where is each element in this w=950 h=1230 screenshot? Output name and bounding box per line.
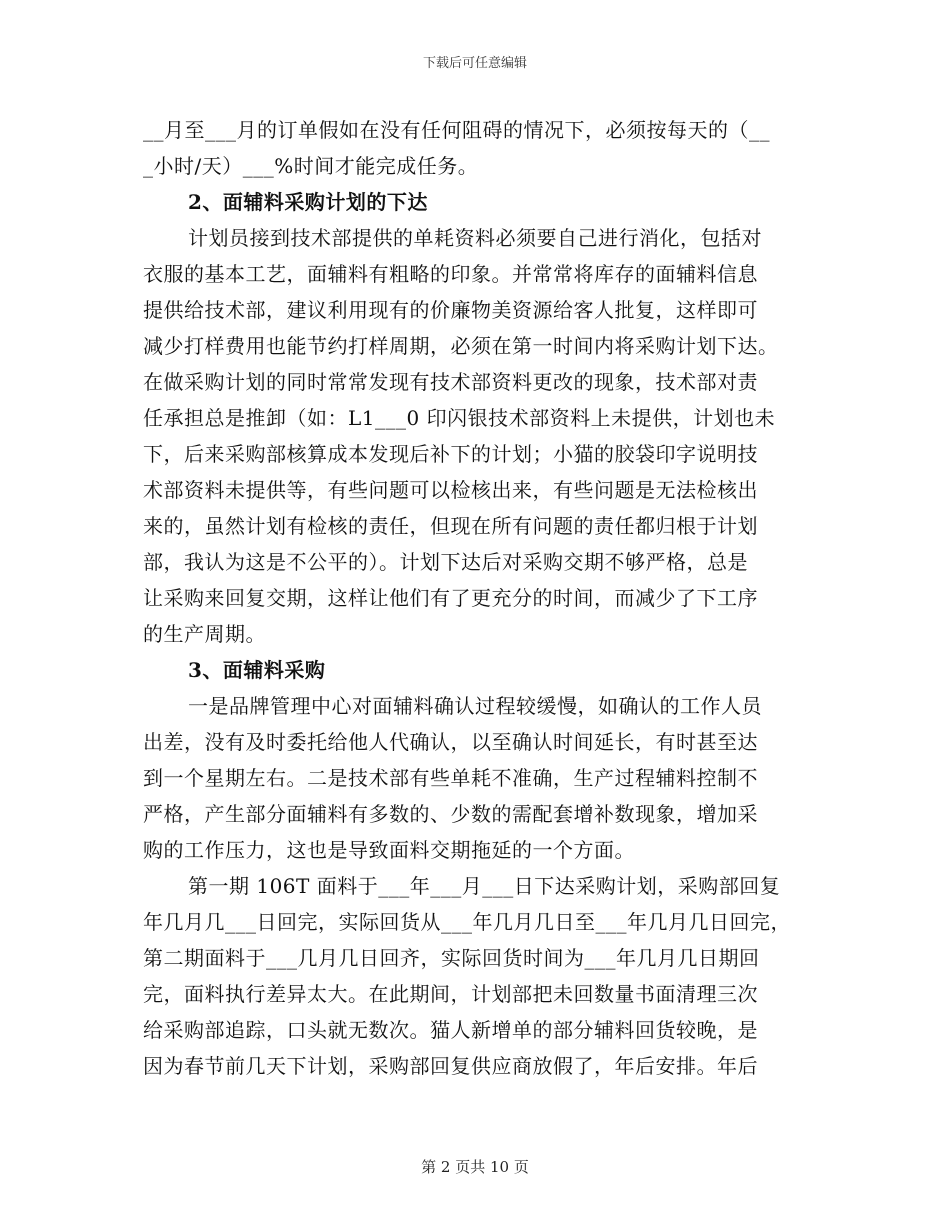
paragraph-line: 第一期 106T 面料于___年___月___日下达采购计划，采购部回复 [188,874,781,898]
paragraph-line: 完，面料执行差异太大。在此期间，计划部把未回数量书面清理三次 [143,982,758,1006]
section-heading: 3、面辅料采购 [188,658,326,682]
paragraph-line: 严格，产生部分面辅料有多数的、少数的需配套增补数现象，增加采 [143,802,758,826]
paragraph-line: 术部资料未提供等，有些问题可以检核出来，有些问题是无法检核出 [143,478,758,502]
paragraph-line: 第二期面料于___几月几日回齐，实际回货时间为___年几月几日期回 [143,946,760,970]
paragraph-line: 购的工作压力，这也是导致面料交期拖延的一个方面。 [143,838,635,862]
paragraph-line: 年几月几___日回完，实际回货从___年几月几日至___年几月几日回完， [143,910,791,934]
paragraph-line: 计划员接到技术部提供的单耗资料必须要自己进行消化，包括对 [188,226,762,250]
paragraph-line: 下，后来采购部核算成本发现后补下的计划；小猫的胶袋印字说明技 [143,442,758,466]
page-footer: 第 2 页共 10 页 [421,1158,529,1176]
paragraph-line: 部，我认为这是不公平的）。计划下达后对采购交期不够严格，总是 [143,550,748,574]
paragraph-line: 衣服的基本工艺，面辅料有粗略的印象。并常常将库存的面辅料信息 [143,262,758,286]
paragraph-line: 在做采购计划的同时常常发现有技术部资料更改的现象，技术部对责 [143,370,758,394]
paragraph-line: 让采购来回复交期，这样让他们有了更充分的时间，而减少了下工序 [143,586,758,610]
document-body [143,112,813,1084]
paragraph-line: 提供给技术部，建议利用现有的价廉物美资源给客人批复，这样即可 [143,298,758,322]
paragraph-line: 减少打样费用也能节约打样周期，必须在第一时间内将采购计划下达。 [143,334,779,358]
paragraph-line: __月至___月的订单假如在没有任何阻碍的情况下，必须按每天的（__ [143,118,770,142]
page-header: 下载后可任意编辑 [422,56,527,71]
paragraph-line: 一是品牌管理中心对面辅料确认过程较缓慢，如确认的工作人员 [188,694,762,718]
section-heading: 2、面辅料采购计划的下达 [188,190,428,214]
paragraph-line: 给采购部追踪，口头就无数次。猫人新增单的部分辅料回货较晚，是 [143,1018,758,1042]
paragraph-line: 因为春节前几天下计划，采购部回复供应商放假了，年后安排。年后 [143,1054,758,1078]
paragraph-line: 来的，虽然计划有检核的责任，但现在所有问题的责任都归根于计划 [143,514,758,538]
paragraph-line: _小时/天）___%时间才能完成任务。 [143,154,479,178]
paragraph-line: 的生产周期。 [143,622,266,646]
paragraph-line: 出差，没有及时委托给他人代确认，以至确认时间延长，有时甚至达 [143,730,758,754]
paragraph-line: 到一个星期左右。二是技术部有些单耗不准确，生产过程辅料控制不 [143,766,758,790]
paragraph-line: 任承担总是推卸（如：L1___0 印闪银技术部资料上未提供，计划也未 [143,406,776,430]
